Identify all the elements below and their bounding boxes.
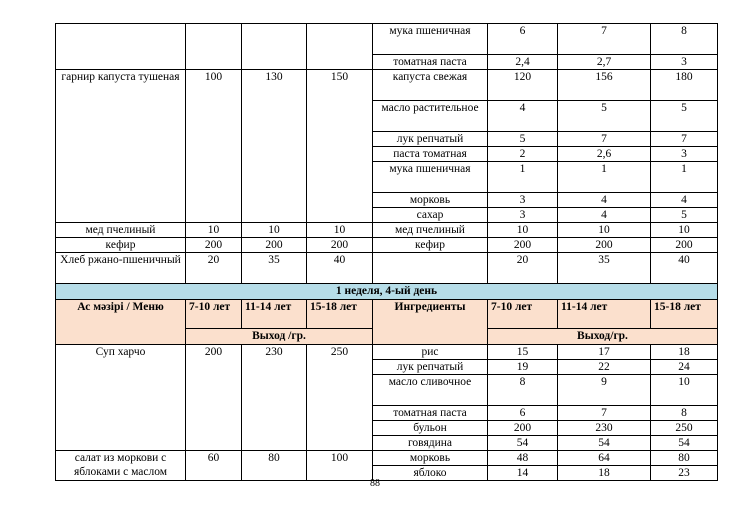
dish-cell <box>56 24 186 70</box>
table-row: мука пшеничная 1 1 1 <box>56 162 718 193</box>
table-row: томатная паста 2,4 2,7 3 <box>56 55 718 70</box>
ingredient-cell: говядина <box>373 436 488 451</box>
ingredient-cell: лук репчатый <box>373 132 488 147</box>
ingredient-cell: рис <box>373 345 488 360</box>
column-header-row <box>56 300 718 329</box>
ingredient-cell <box>373 253 488 284</box>
ingredient-cell: капуста свежая <box>373 70 488 101</box>
menu-header: Ас мәзірі / Меню <box>56 300 186 345</box>
ingredient-cell: морковь <box>373 451 488 466</box>
dish-cell: Суп харчо <box>56 345 186 451</box>
output-header: Выход/гр. <box>488 329 718 345</box>
table-row: гарнир капуста тушеная 100 130 150 капуста свежая 120 156 180 <box>56 70 718 101</box>
ingredient-cell: мука пшеничная <box>373 162 488 193</box>
amount-15-18: 8 <box>651 24 718 55</box>
age-15-18-header: 15-18 лет <box>307 300 373 329</box>
table-row <box>56 24 718 55</box>
ingredient-cell: яблоко <box>373 466 488 481</box>
table-row: кефир 200 200 200 кефир 200 200 200 <box>56 238 718 253</box>
ingredient-cell: паста томатная <box>373 147 488 162</box>
dish-cell: Хлеб ржано-пшеничный <box>56 253 186 284</box>
age-15-18-header: 15-18 лет <box>651 300 718 329</box>
age-7-10-header: 7-10 лет <box>186 300 242 329</box>
menu-table <box>55 23 718 481</box>
table-row: говядина 54 54 54 <box>56 436 718 451</box>
output-header: Выход /гр. <box>186 329 373 345</box>
amount-11-14: 7 <box>558 24 651 55</box>
ingredient-cell: мука пшеничная <box>373 24 488 55</box>
table-row: салат из моркови с яблоками с маслом 60 80 100 морковь 48 64 80 <box>56 451 718 466</box>
week-day-banner <box>56 284 718 300</box>
ingredient-cell: бульон <box>373 421 488 436</box>
age-11-14-header: 11-14 лет <box>242 300 307 329</box>
ingredient-cell: сахар <box>373 208 488 223</box>
table-row: мед пчелиный 10 10 10 мед пчелиный 10 10 10 <box>56 223 718 238</box>
ingredient-cell: мед пчелиный <box>373 223 488 238</box>
dish-cell: кефир <box>56 238 186 253</box>
table-row: сахар 3 4 5 <box>56 208 718 223</box>
ingredients-header: Ингредиенты <box>373 300 488 345</box>
ingredient-cell: томатная паста <box>373 55 488 70</box>
table-row: Суп харчо 200 230 250 рис 15 17 18 <box>56 345 718 360</box>
table-row: лук репчатый 5 7 7 <box>56 132 718 147</box>
table-row: морковь 3 4 4 <box>56 193 718 208</box>
age-11-14-header: 11-14 лет <box>558 300 651 329</box>
table-row: Хлеб ржано-пшеничный 20 35 40 20 35 40 <box>56 253 718 284</box>
ingredient-cell: масло сливочное <box>373 375 488 406</box>
ingredient-cell: лук репчатый <box>373 360 488 375</box>
ingredient-cell: томатная паста <box>373 406 488 421</box>
dish-cell: мед пчелиный <box>56 223 186 238</box>
age-7-10-header: 7-10 лет <box>488 300 558 329</box>
table-row: масло растительное 4 5 5 <box>56 101 718 132</box>
dish-cell: гарнир капуста тушеная <box>56 70 186 223</box>
ingredient-cell: кефир <box>373 238 488 253</box>
table-row: масло сливочное 8 9 10 <box>56 375 718 406</box>
table-row: яблоко 14 18 23 <box>56 466 718 481</box>
page-number: 88 <box>370 478 380 489</box>
week-day-title: 1 неделя, 4-ый день <box>56 284 718 300</box>
table-row: томатная паста 6 7 8 <box>56 406 718 421</box>
table-row: паста томатная 2 2,6 3 <box>56 147 718 162</box>
dish-cell: салат из моркови с яблоками с маслом <box>56 451 186 481</box>
ingredient-cell: морковь <box>373 193 488 208</box>
amount-7-10: 6 <box>488 24 558 55</box>
ingredient-cell: масло растительное <box>373 101 488 132</box>
table-row: лук репчатый 19 22 24 <box>56 360 718 375</box>
table-row: бульон 200 230 250 <box>56 421 718 436</box>
